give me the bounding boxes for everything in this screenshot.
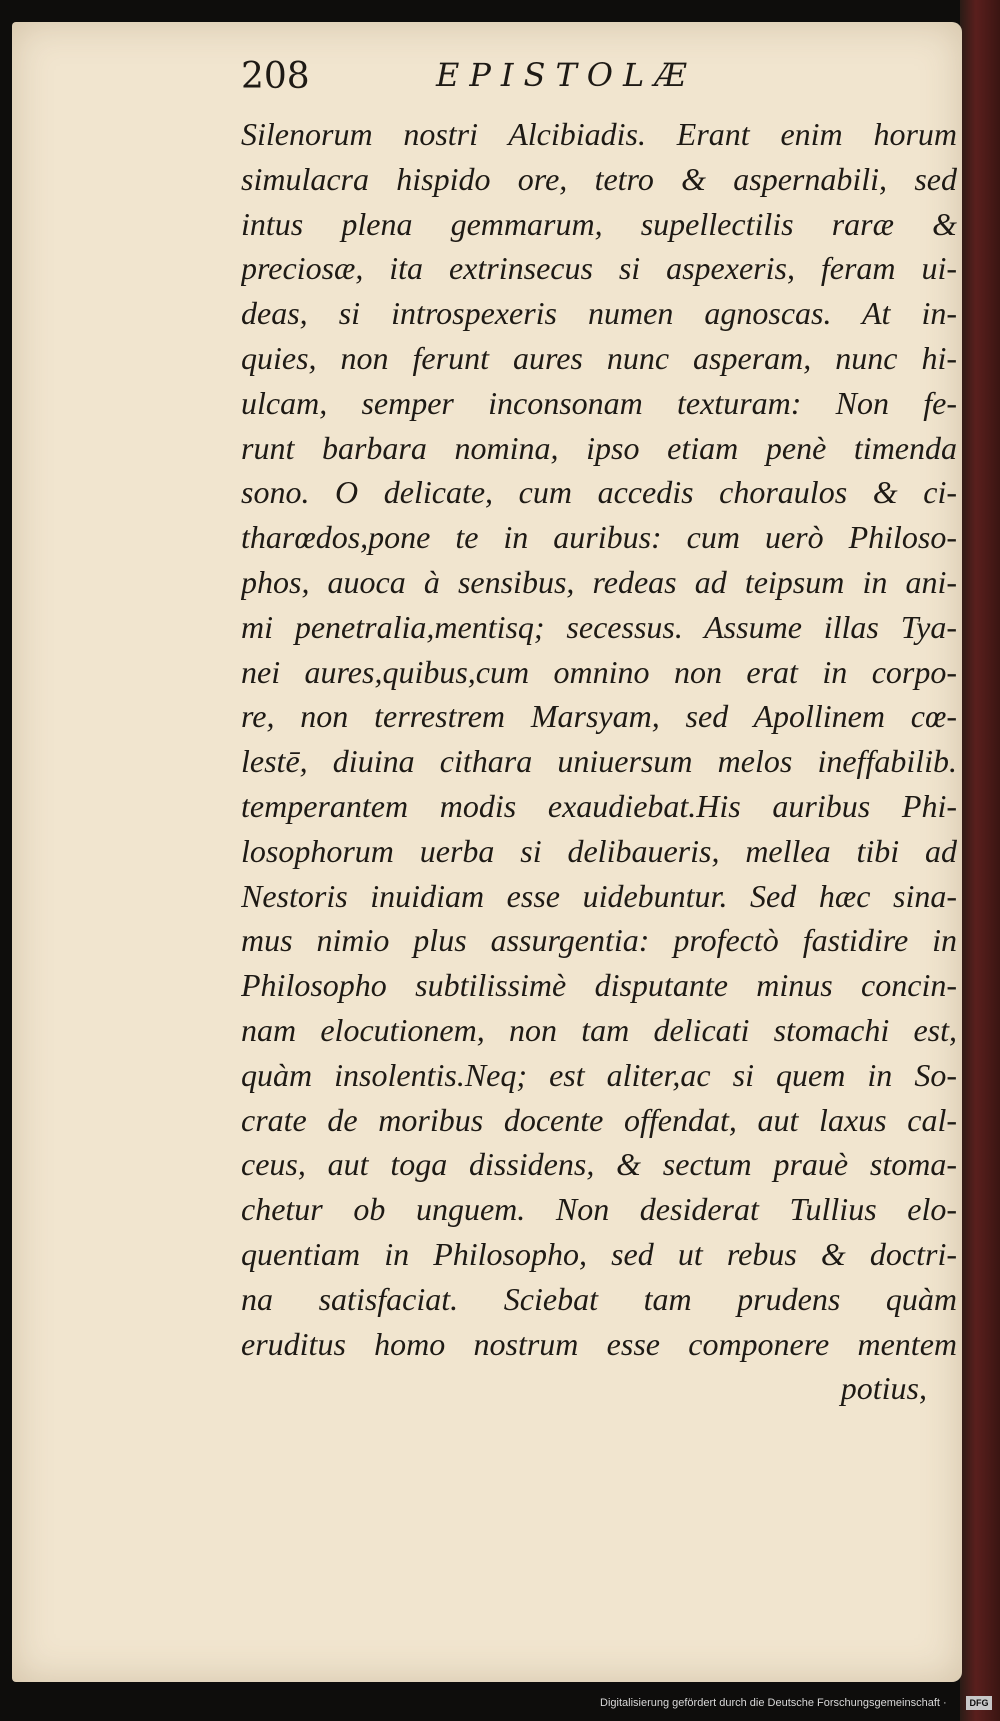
text-line: re, non terrestrem Marsyam, sed Apollinem cœ-	[241, 698, 957, 735]
text-line: deas, si introspexeris numen agnoscas. At in-	[241, 295, 957, 332]
text-line: intus plena gemmarum, supellectilis raræ &	[241, 205, 957, 242]
catchword: potius,	[840, 1370, 927, 1407]
text-line: lestē, diuina cithara uniuersum melos ineffabilib.	[241, 743, 957, 780]
text-line: quentiam in Philosopho, sed ut rebus & doctri-	[241, 1235, 957, 1272]
text-line: quies, non ferunt aures nunc asperam, nunc hi-	[241, 339, 957, 376]
text-line: ulcam, semper inconsonam texturam: Non fe-	[241, 384, 957, 421]
text-line: nam elocutionem, non tam delicati stomachi est,	[241, 1011, 957, 1048]
page-number: 208	[241, 56, 310, 97]
text-line: temperantem modis exaudiebat.His auribus Phi-	[241, 787, 957, 824]
digitization-credit: Digitalisierung gefördert durch die Deutsche Forschungsgemeinschaft ·	[600, 1697, 947, 1709]
text-line: preciosæ, ita extrinsecus si aspexeris, feram ui-	[241, 250, 957, 287]
text-line: na satisfaciat. Sciebat tam prudens quàm	[241, 1280, 957, 1317]
page-header	[241, 56, 961, 106]
text-line: eruditus homo nostrum esse componere mentem	[241, 1325, 957, 1362]
text-line: chetur ob unguem. Non desiderat Tullius elo-	[241, 1191, 957, 1228]
text-line: mus nimio plus assurgentia: profectò fastidire in	[241, 922, 957, 959]
text-line: Silenorum nostri Alcibiadis. Erant enim horum	[241, 116, 957, 152]
text-line: simulacra hispido ore, tetro & aspernabili, sed	[241, 160, 957, 197]
text-line: phos, auoca à sensibus, redeas ad teipsum in ani-	[241, 563, 957, 600]
text-line: losophorum uerba si delibaueris, mellea tibi ad	[241, 832, 957, 869]
text-line: ceus, aut toga dissidens, & sectum prauè stoma-	[241, 1146, 957, 1183]
text-line: Nestoris inuidiam esse uidebuntur. Sed hæc sina-	[241, 877, 957, 914]
text-line: quàm insolentis.Neq; est aliter,ac si quem in So-	[241, 1056, 957, 1093]
text-line: tharœdos,pone te in auribus: cum uerò Philoso-	[241, 519, 957, 556]
body-text	[241, 112, 957, 1411]
text-line: nei aures,quibus,cum omnino non erat in corpo-	[241, 653, 957, 690]
text-line: sono. O delicate, cum accedis choraulos & ci-	[241, 474, 957, 511]
text-line: crate de moribus docente offendat, aut laxus cal-	[241, 1101, 957, 1138]
book-spine-edge	[960, 0, 1000, 1721]
text-line: mi penetralia,mentisq; secessus. Assume illas Tya-	[241, 608, 957, 645]
running-head: EPISTOLÆ	[436, 56, 697, 94]
dfg-logo: DFG	[966, 1696, 992, 1710]
text-line: Philosopho subtilissimè disputante minus concin-	[241, 967, 957, 1004]
text-line: runt barbara nomina, ipso etiam penè timenda	[241, 429, 957, 466]
